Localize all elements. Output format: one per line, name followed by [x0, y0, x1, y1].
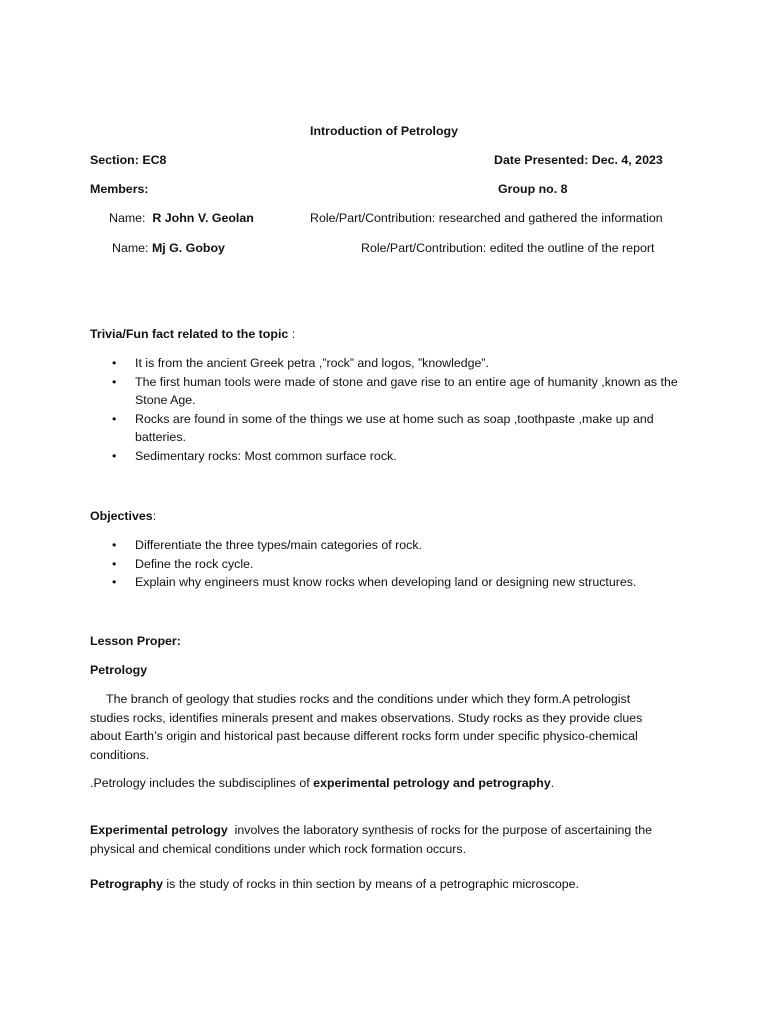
list-item-text: Explain why engineers must know rocks when developing land or designing new structures.	[135, 575, 637, 589]
list-item	[112, 555, 682, 574]
member-role: Role/Part/Contribution: edited the outline of the report	[361, 241, 655, 255]
trivia-heading-text: Trivia/Fun fact related to the topic	[90, 327, 289, 341]
list-item	[112, 536, 682, 555]
paragraph-text: .Petrology includes the subdisciplines of	[90, 776, 314, 790]
trivia-heading	[90, 325, 295, 343]
bullet-icon: •	[112, 448, 117, 463]
list-item	[112, 373, 682, 410]
paragraph-text: is the study of rocks in thin section by means of a petrographic microscope.	[162, 877, 579, 891]
objectives-heading-colon: :	[152, 509, 157, 523]
objectives-heading-text: Objectives	[90, 509, 153, 523]
list-item-text: The first human tools were made of stone and gave rise to an entire age of humanity ,known as the Stone Age.	[135, 374, 678, 407]
objectives-list	[112, 536, 682, 592]
petrography-paragraph	[90, 875, 670, 894]
list-item-text: Differentiate the three types/main categories of rock.	[135, 538, 422, 552]
members-label: Members:	[90, 182, 149, 196]
trivia-list	[112, 354, 682, 465]
bullet-icon: •	[112, 575, 117, 589]
member-name-row	[112, 239, 225, 257]
document-title: Introduction of Petrology	[310, 124, 458, 138]
bullet-icon: •	[112, 538, 117, 552]
list-item	[112, 354, 682, 373]
paragraph-text: .	[550, 776, 555, 790]
name-label: Name:	[112, 241, 149, 255]
subdisciplines-paragraph	[90, 774, 670, 793]
trivia-heading-colon: :	[288, 327, 296, 341]
list-item	[112, 573, 682, 592]
list-item-text: Define the rock cycle.	[135, 556, 254, 571]
paragraph-text: involves the laboratory synthesis of rocks for the purpose of ascertaining the physical and chemical conditions under which rock formation occurs.	[90, 823, 656, 856]
member-name: R John V. Geolan	[152, 211, 254, 225]
bullet-icon: •	[112, 356, 117, 370]
objectives-heading	[90, 507, 156, 525]
list-item-text: Rocks are found in some of the things we use at home such as soap ,toothpaste ,make up and batteries.	[135, 411, 654, 444]
date-presented: Date Presented: Dec. 4, 2023	[494, 153, 663, 167]
group-number: Group no. 8	[498, 182, 568, 196]
member-role: Role/Part/Contribution: researched and gathered the information	[310, 211, 663, 225]
list-item-text: It is from the ancient Greek petra ,”rock” and logos, ”knowledge”.	[135, 356, 489, 370]
petrology-definition-paragraph: The branch of geology that studies rocks and the conditions under which they form.A petrologist studies rocks, identifies minerals present and makes observations. Study rocks as they provide clues about Earth’s origin and historical past because different rocks form under specific physico-chemical conditions.	[90, 692, 643, 762]
experimental-petrology-paragraph	[90, 821, 670, 858]
paragraph-bold-text: Experimental petrology	[90, 823, 228, 837]
paragraph-bold-text: experimental petrology and petrography	[313, 776, 551, 790]
paragraph-bold-text: Petrography	[90, 877, 163, 891]
lesson-proper-heading: Lesson Proper:	[90, 634, 181, 648]
petrology-heading: Petrology	[90, 663, 148, 677]
name-label: Name:	[109, 211, 146, 225]
bullet-icon: •	[112, 411, 117, 426]
list-item	[112, 447, 682, 466]
member-name: Mj G. Goboy	[151, 241, 225, 255]
list-item-text: Sedimentary rocks: Most common surface rock.	[135, 448, 397, 463]
bullet-icon: •	[112, 374, 117, 389]
list-item	[112, 410, 682, 447]
bullet-icon: •	[112, 556, 117, 571]
section-label: Section: EC8	[90, 153, 167, 167]
member-name-row	[109, 209, 254, 227]
